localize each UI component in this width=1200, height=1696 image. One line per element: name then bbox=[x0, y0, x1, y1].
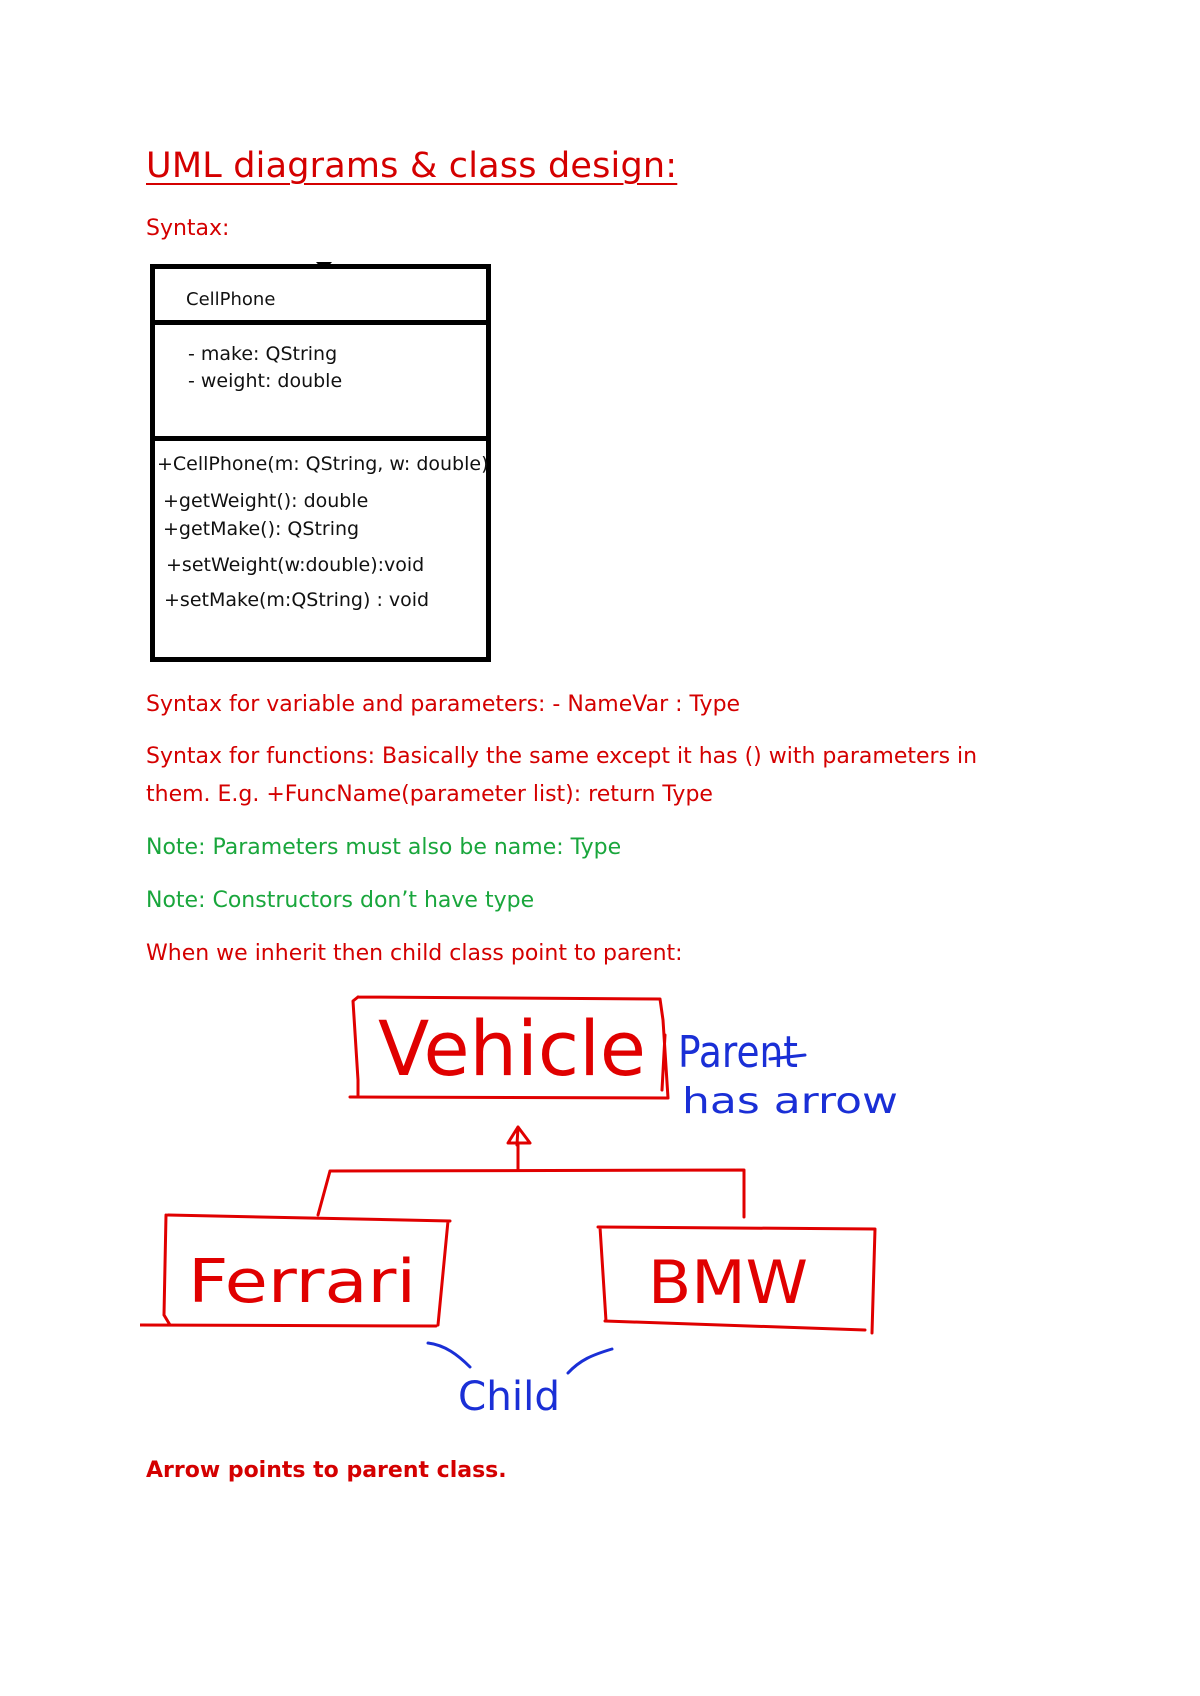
inheritance-connector bbox=[318, 1145, 744, 1217]
child-bracket-right bbox=[568, 1349, 612, 1373]
para-function-syntax-line1: Syntax for functions: Basically the same except it has () with parameters in bbox=[146, 744, 978, 769]
note-parameters: Note: Parameters must also be name: Type bbox=[146, 835, 622, 860]
parent-class-label: Vehicle bbox=[378, 1004, 646, 1093]
uml-operations bbox=[155, 441, 489, 655]
uml-operation: +CellPhone(m: QString, w: double) bbox=[157, 453, 489, 475]
parent-note-line2: has arrow bbox=[682, 1081, 898, 1122]
para-function-syntax-line2: them. E.g. +FuncName(parameter list): return Type bbox=[146, 782, 713, 807]
uml-attribute: - make: QString bbox=[188, 343, 338, 365]
para-variable-syntax: Syntax for variable and parameters: - NameVar : Type bbox=[146, 692, 741, 717]
note-constructors: Note: Constructors don’t have type bbox=[146, 888, 535, 913]
uml-operation: +setWeight(w:double):void bbox=[166, 554, 425, 576]
para-inheritance: When we inherit then child class point to parent: bbox=[146, 941, 683, 966]
uml-operation: +getWeight(): double bbox=[163, 490, 369, 512]
uml-attribute: - weight: double bbox=[188, 370, 343, 392]
uml-attributes bbox=[155, 325, 486, 441]
syntax-label: Syntax: bbox=[146, 216, 230, 241]
uml-operation: +getMake(): QString bbox=[163, 518, 360, 540]
inheritance-sketch bbox=[140, 985, 940, 1430]
child-bracket-left bbox=[428, 1343, 470, 1367]
uml-operation: +setMake(m:QString) : void bbox=[164, 589, 430, 611]
inheritance-arrow-icon bbox=[508, 1127, 530, 1145]
child-class-label-bmw: BMW bbox=[648, 1248, 808, 1318]
page-title: UML diagrams & class design: bbox=[146, 146, 678, 186]
uml-class-box bbox=[150, 264, 491, 662]
uml-class-name: CellPhone bbox=[155, 269, 486, 325]
child-note: Child bbox=[458, 1374, 560, 1420]
conclusion-text: Arrow points to parent class. bbox=[146, 1458, 507, 1483]
parent-note-line1: Parent bbox=[678, 1027, 798, 1078]
child-class-label-ferrari: Ferrari bbox=[188, 1247, 416, 1317]
